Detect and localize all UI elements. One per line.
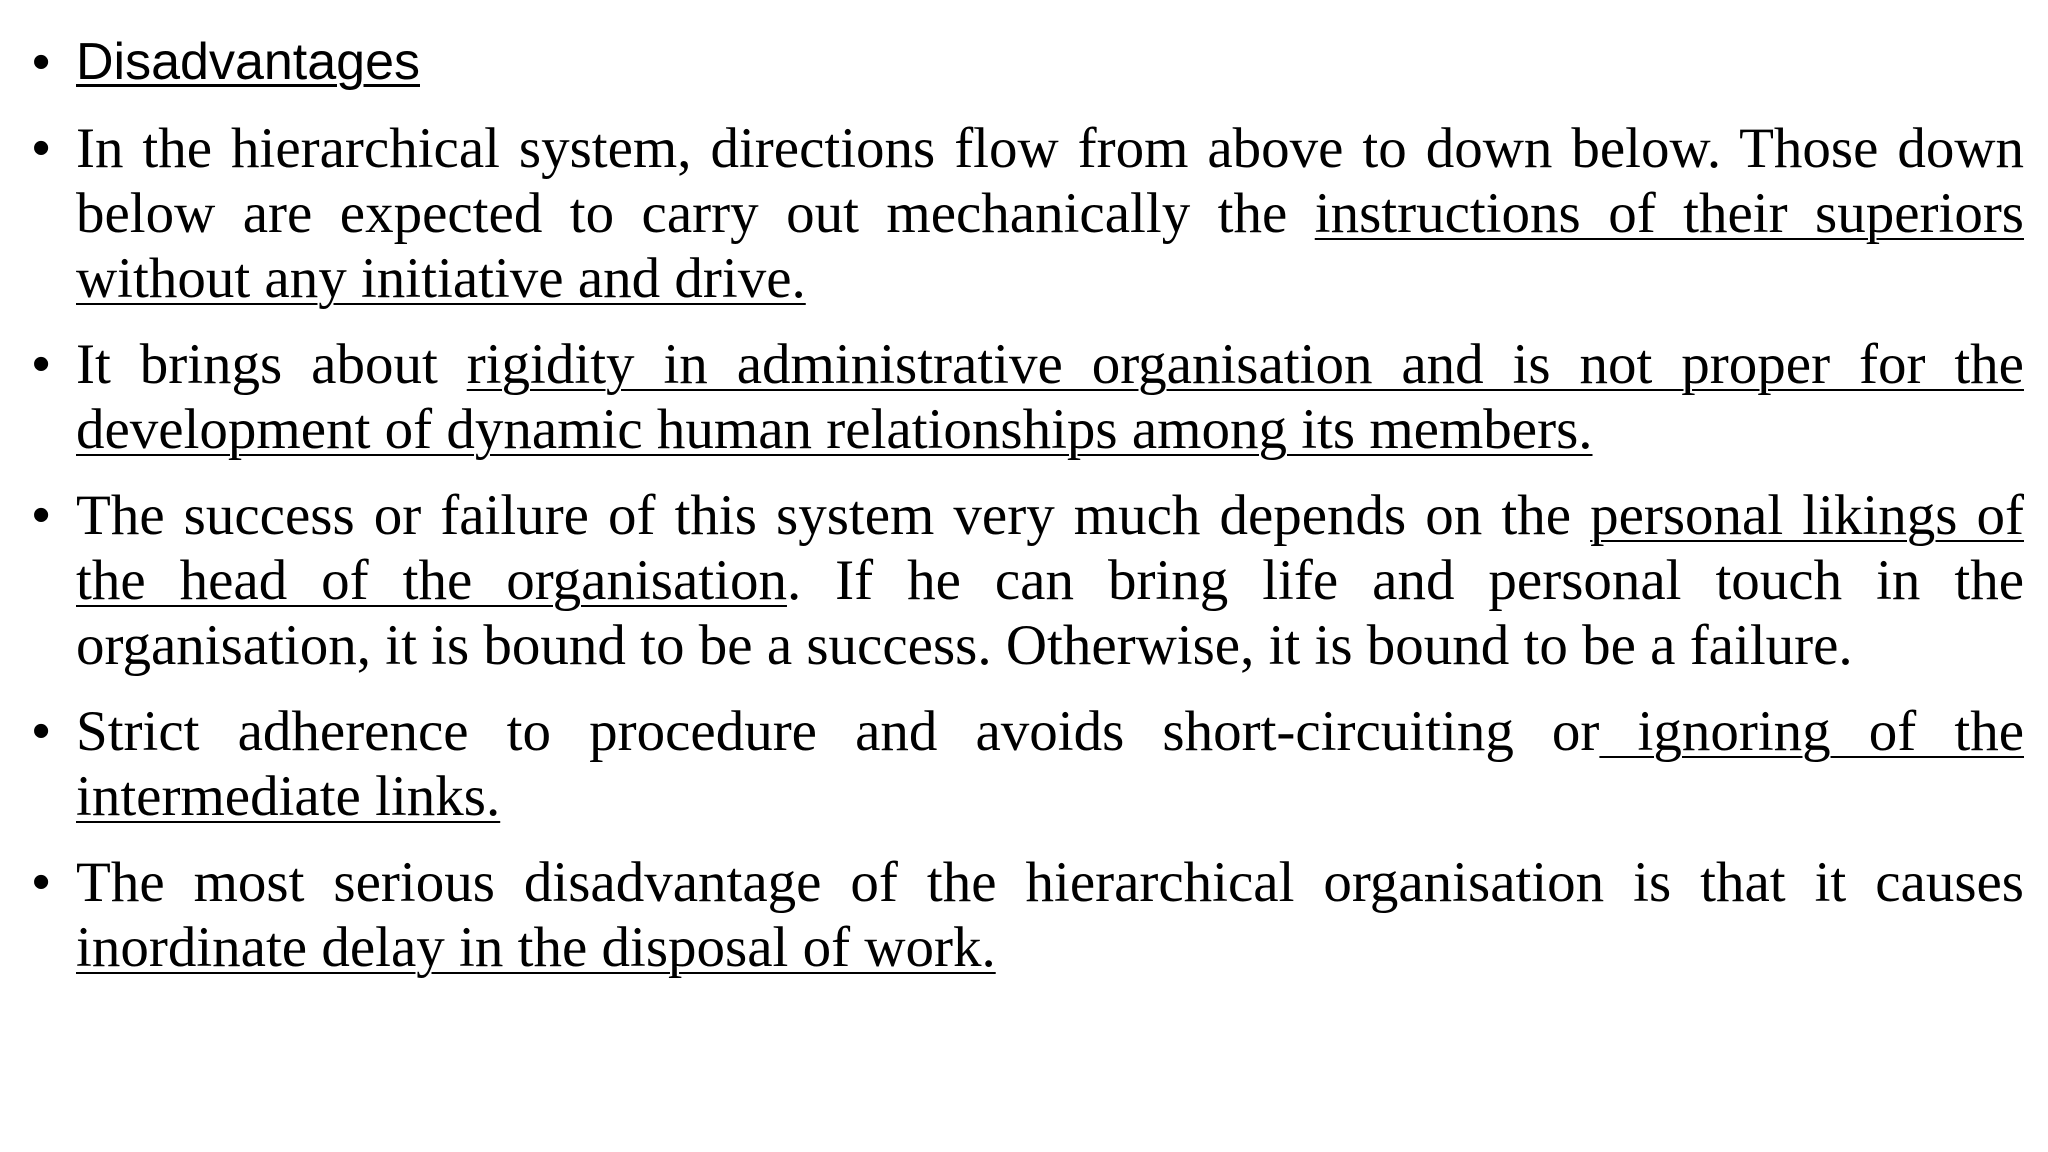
section-heading: Disadvantages [76, 33, 420, 91]
bullet-icon: • [32, 702, 51, 760]
bullet-text [76, 483, 2024, 678]
plain-text: It brings about [76, 333, 467, 396]
bullet-icon: • [32, 853, 51, 911]
list-item [0, 483, 2048, 678]
underlined-text: instructions of their superiors without any initiative and drive. [76, 182, 2024, 310]
list-item [0, 699, 2048, 829]
list-item [0, 332, 2048, 462]
bullet-icon: • [32, 486, 51, 544]
underlined-text: personal likings of the head of the organisation [76, 484, 2024, 612]
heading-item [0, 30, 2048, 95]
bullet-icon: • [32, 33, 51, 91]
bullet-text [76, 332, 2024, 462]
list-item [0, 116, 2048, 311]
underlined-text: rigidity in administrative organisation and is not proper for the development of dynamic human relationships among its members. [76, 333, 2024, 461]
bullet-text [76, 116, 2024, 311]
bullet-text [76, 850, 2024, 980]
underlined-text: inordinate delay in the disposal of work. [76, 916, 996, 979]
underlined-text: ignoring of the intermediate links. [76, 700, 2024, 828]
bullet-text [76, 699, 2024, 829]
bullet-list [0, 30, 2048, 1001]
bullet-icon: • [32, 335, 51, 393]
list-item [0, 850, 2048, 980]
bullet-icon: • [32, 119, 51, 177]
plain-text: The most serious disadvantage of the hierarchical organisation is that it causes [76, 851, 2024, 914]
plain-text: Strict adherence to procedure and avoids short-circuiting or [76, 700, 1600, 763]
plain-text: The success or failure of this system very much depends on the [76, 484, 1591, 547]
plain-text: In the hierarchical system, directions flow from above to down below. Those down below are expected to carry out mechanically the [76, 117, 2024, 245]
plain-text: . If he can bring life and personal touch in the organisation, it is bound to be a success. Otherwise, it is bound to be a failure. [76, 549, 2025, 677]
